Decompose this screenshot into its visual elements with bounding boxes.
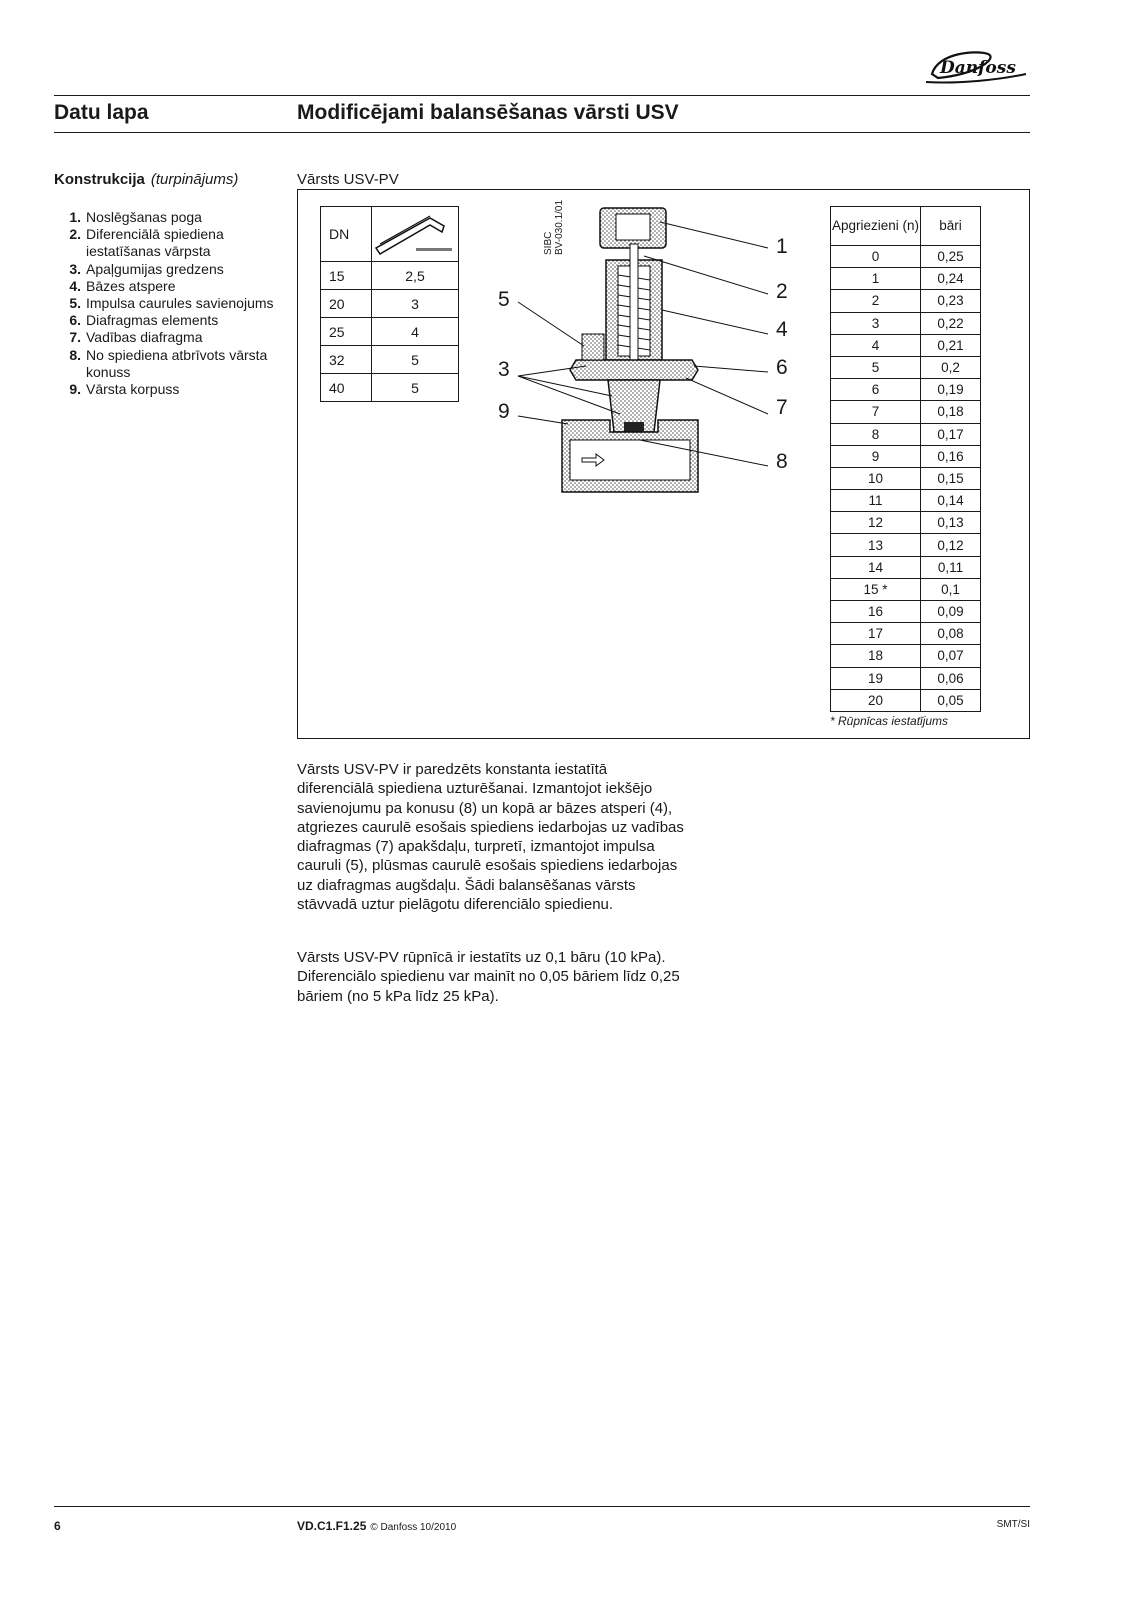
- turns-cell: 16: [831, 601, 921, 623]
- table-row: [321, 318, 459, 346]
- turns-cell: 8: [831, 423, 921, 445]
- section-heading-note: (turpinājums): [150, 171, 239, 188]
- table-row: [831, 401, 981, 423]
- turns-cell: 7: [831, 401, 921, 423]
- turns-cell: 2: [831, 290, 921, 312]
- item-label: Apaļgumijas gredzens: [86, 260, 224, 277]
- item-label: Diferenciālā spiediena iestatīšanas vārpsta: [86, 226, 224, 260]
- item-number: 3.: [69, 260, 81, 277]
- dn-cell: 15: [321, 262, 372, 290]
- bar-cell: 0,1: [921, 578, 981, 600]
- dn-cell: 25: [321, 318, 372, 346]
- parts-list: [54, 209, 284, 398]
- turns-cell: 11: [831, 490, 921, 512]
- page-title: Modificējami balansēšanas vārsti USV: [297, 101, 679, 124]
- table-row: [831, 356, 981, 378]
- doc-code-id: VD.C1.F1.25: [297, 1519, 367, 1533]
- key-size-cell: 5: [372, 374, 459, 402]
- table-row: [831, 578, 981, 600]
- turns-cell: 9: [831, 445, 921, 467]
- callout-6: 6: [776, 356, 788, 379]
- item-label: Bāzes atspere: [86, 277, 176, 294]
- table-row: [831, 290, 981, 312]
- table-row: [321, 374, 459, 402]
- bar-cell: 0,09: [921, 601, 981, 623]
- turns-cell: 1: [831, 268, 921, 290]
- table-row: [831, 379, 981, 401]
- table-header-row: [831, 207, 981, 246]
- table-row: [831, 490, 981, 512]
- danfoss-logo: [918, 44, 1030, 88]
- table-row: [831, 312, 981, 334]
- bar-cell: 0,17: [921, 423, 981, 445]
- table-row: [831, 246, 981, 268]
- table-row: [321, 262, 459, 290]
- bar-cell: 0,12: [921, 534, 981, 556]
- turns-cell: 15 *: [831, 578, 921, 600]
- bar-cell: 0,05: [921, 689, 981, 711]
- key-size-cell: 4: [372, 318, 459, 346]
- list-item: [54, 295, 284, 312]
- table-row: [831, 467, 981, 489]
- turns-cell: 4: [831, 334, 921, 356]
- item-number: 1.: [69, 209, 81, 225]
- bar-cell: 0,22: [921, 312, 981, 334]
- turns-cell: 14: [831, 556, 921, 578]
- logo-wordmark: Danfoss: [940, 58, 1016, 78]
- table-row: [831, 534, 981, 556]
- item-number: 9.: [69, 381, 81, 398]
- turns-cell: 13: [831, 534, 921, 556]
- figure-title: Vārsts USV-PV: [297, 171, 399, 188]
- table-row: [831, 445, 981, 467]
- list-item: [54, 209, 284, 226]
- turns-cell: 3: [831, 312, 921, 334]
- list-item: [54, 261, 284, 278]
- table-row: [831, 268, 981, 290]
- table-row: [831, 601, 981, 623]
- dn-cell: 20: [321, 290, 372, 318]
- copyright: © Danfoss 10/2010: [370, 1522, 457, 1533]
- table-row: [321, 346, 459, 374]
- item-label: Impulsa caurules savienojums: [86, 295, 274, 312]
- doc-type: Datu lapa: [54, 101, 149, 124]
- table-row: [831, 623, 981, 645]
- dn-header: DN: [321, 207, 372, 262]
- bar-cell: 0,07: [921, 645, 981, 667]
- turns-cell: 6: [831, 379, 921, 401]
- body-paragraph-2: Vārsts USV-PV rūpnīcā ir iestatīts uz 0,1 bāru (10 kPa). Diferenciālo spiedienu var mainīt no 0,05 bāriem līdz 0,25 bāriem (no 5 kPa līdz 25 kPa).: [297, 949, 680, 1005]
- turns-cell: 0: [831, 246, 921, 268]
- turns-cell: 5: [831, 356, 921, 378]
- turns-header: Apgriezieni (n): [831, 207, 921, 246]
- item-number: 2.: [69, 226, 81, 243]
- item-number: 6.: [69, 312, 81, 329]
- bar-cell: 0,11: [921, 556, 981, 578]
- bar-cell: 0,16: [921, 445, 981, 467]
- bar-cell: 0,23: [921, 290, 981, 312]
- factory-setting-note: * Rūpnīcas iestatījums: [830, 714, 949, 728]
- bar-cell: 0,06: [921, 667, 981, 689]
- table-row: [831, 556, 981, 578]
- turns-cell: 17: [831, 623, 921, 645]
- section-heading-text: Konstrukcija: [54, 171, 145, 188]
- callout-1: 1: [776, 235, 788, 258]
- bar-cell: 0,2: [921, 356, 981, 378]
- page-number: 6: [54, 1519, 61, 1533]
- callout-8: 8: [776, 450, 788, 473]
- turns-table: [830, 206, 981, 712]
- callout-2: 2: [776, 280, 788, 303]
- bar-header: bāri: [921, 207, 981, 246]
- turns-table-body: [831, 246, 981, 712]
- doc-code: [297, 1519, 456, 1533]
- item-label: Noslēgšanas poga: [86, 209, 202, 225]
- drawing-code-line: BV-030.1/01: [554, 199, 565, 255]
- body-paragraph-1: Vārsts USV-PV ir paredzēts konstanta iestatītā diferenciālā spiediena uzturēšanai. Izmantojot iekšējo savienojumu pa konusu (8) un kopā ar bāzes atsperi (4), atgriezes caurulē esošais spiediens iedarbojas uz vadības diafragmas (7) apakšdaļu, turpretī, izmantojot impulsa cauruli (5), plūsmas caurulē esošais spiediens iedarbojas uz diafragmas augšdaļu. Šādi balansēšanas vārsts stāvvadā uztur pielāgotu diferenciālo spiedienu.: [297, 761, 684, 914]
- header-top-rule: [54, 95, 1030, 96]
- table-header-row: [321, 207, 459, 262]
- doc-ref: SMT/SI: [996, 1519, 1030, 1530]
- footer-rule: [54, 1506, 1030, 1507]
- table-row: [831, 689, 981, 711]
- key-size-cell: 2,5: [372, 262, 459, 290]
- bar-cell: 0,14: [921, 490, 981, 512]
- bar-cell: 0,19: [921, 379, 981, 401]
- list-item: [54, 312, 284, 329]
- table-row: [831, 645, 981, 667]
- item-number: 4.: [69, 277, 81, 294]
- dn-cell: 40: [321, 374, 372, 402]
- callout-5: 5: [498, 288, 510, 311]
- table-row: [831, 423, 981, 445]
- table-row: [321, 290, 459, 318]
- item-number: 5.: [69, 295, 81, 312]
- hex-key-cell: [372, 207, 459, 262]
- bar-cell: 0,18: [921, 401, 981, 423]
- bar-cell: 0,24: [921, 268, 981, 290]
- callout-7: 7: [776, 396, 788, 419]
- item-label: Diafragmas elements: [86, 312, 219, 329]
- callout-3: 3: [498, 358, 510, 381]
- drawing-code-line: SIBC: [543, 231, 554, 255]
- turns-cell: 18: [831, 645, 921, 667]
- turns-cell: 12: [831, 512, 921, 534]
- figure-box: [297, 189, 1030, 739]
- table-row: [831, 512, 981, 534]
- dn-cell: 32: [321, 346, 372, 374]
- table-row: [831, 667, 981, 689]
- section-heading: [54, 171, 238, 188]
- bar-cell: 0,21: [921, 334, 981, 356]
- bar-cell: 0,08: [921, 623, 981, 645]
- bar-cell: 0,25: [921, 246, 981, 268]
- list-item: [54, 329, 284, 346]
- turns-cell: 19: [831, 667, 921, 689]
- callout-4: 4: [776, 318, 788, 341]
- turns-cell: 10: [831, 467, 921, 489]
- turns-cell: 20: [831, 689, 921, 711]
- item-label: Vadības diafragma: [86, 329, 203, 346]
- item-label: No spiediena atbrīvots vārsta konuss: [86, 346, 268, 380]
- valve-cross-section: [488, 200, 808, 500]
- list-item: [54, 278, 284, 295]
- callout-9: 9: [498, 400, 510, 423]
- dn-table: [320, 206, 459, 402]
- key-size-cell: 3: [372, 290, 459, 318]
- list-item: [54, 226, 284, 260]
- item-number: 7.: [69, 329, 81, 346]
- item-label: Vārsta korpuss: [86, 381, 180, 398]
- key-size-cell: 5: [372, 346, 459, 374]
- list-item: [54, 347, 284, 381]
- bar-cell: 0,13: [921, 512, 981, 534]
- item-number: 8.: [69, 346, 81, 363]
- header-bottom-rule: [54, 132, 1030, 133]
- list-item: [54, 381, 284, 398]
- table-row: [831, 334, 981, 356]
- hex-key-icon: [372, 208, 458, 258]
- bar-cell: 0,15: [921, 467, 981, 489]
